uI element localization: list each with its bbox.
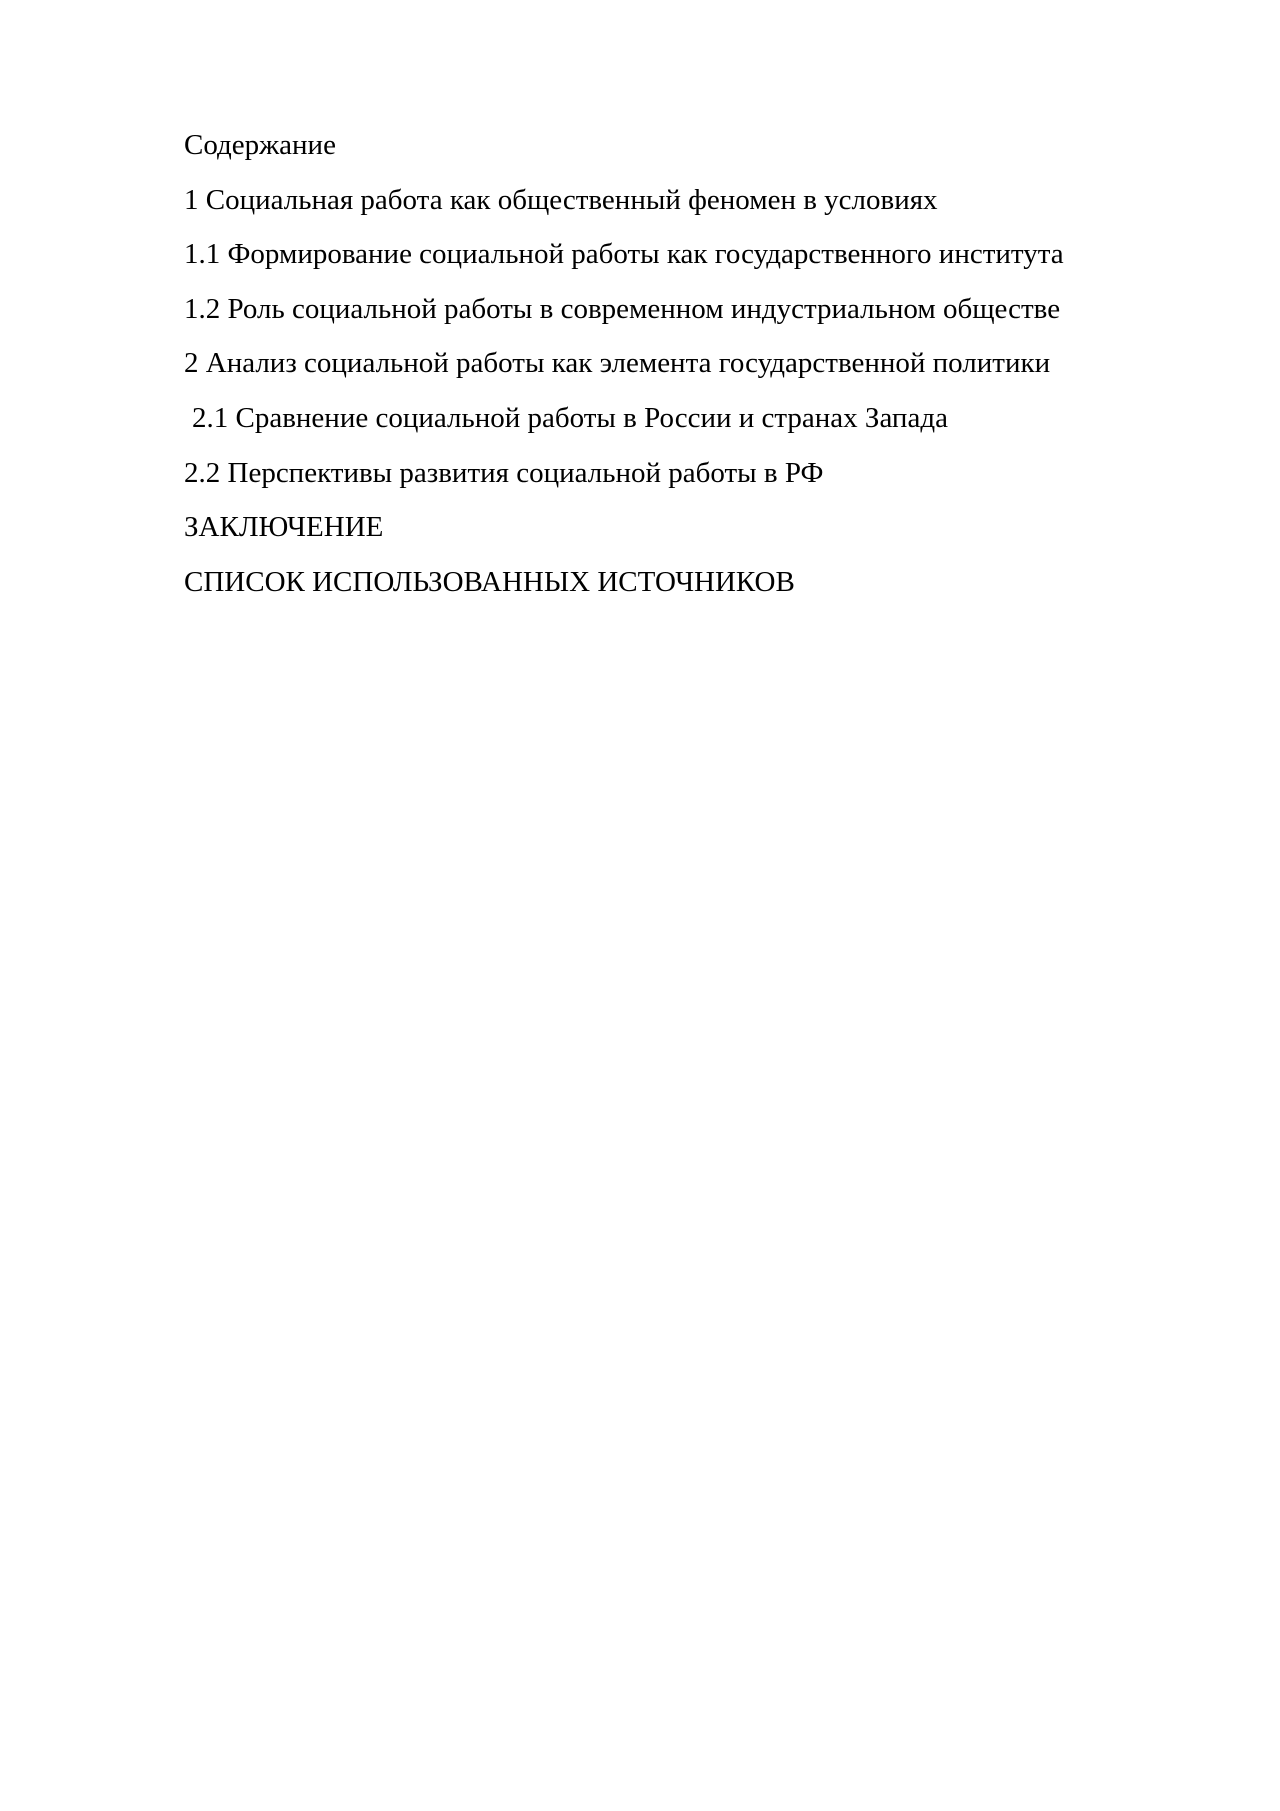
toc-entry-1: 1 Социальная работа как общественный феномен в условиях — [184, 183, 938, 216]
toc-entry-conclusion: ЗАКЛЮЧЕНИЕ — [184, 511, 384, 544]
toc-title: Содержание — [184, 129, 336, 161]
toc-entry-2-1: 2.1 Сравнение социальной работы в России и странах Запада — [192, 401, 948, 434]
toc-entry-2: 2 Анализ социальной работы как элемента государственной политики — [184, 347, 1051, 380]
toc-entry-2-2: 2.2 Перспективы развития социальной работы в РФ — [184, 456, 824, 489]
toc-entry-references: СПИСОК ИСПОЛЬЗОВАННЫХ ИСТОЧНИКОВ — [184, 565, 795, 598]
toc-entry-1-1: 1.1 Формирование социальной работы как государственного института — [184, 238, 1064, 271]
table-of-contents — [184, 118, 1184, 609]
toc-entry-1-2: 1.2 Роль социальной работы в современном индустриальном обществе — [184, 292, 1061, 325]
